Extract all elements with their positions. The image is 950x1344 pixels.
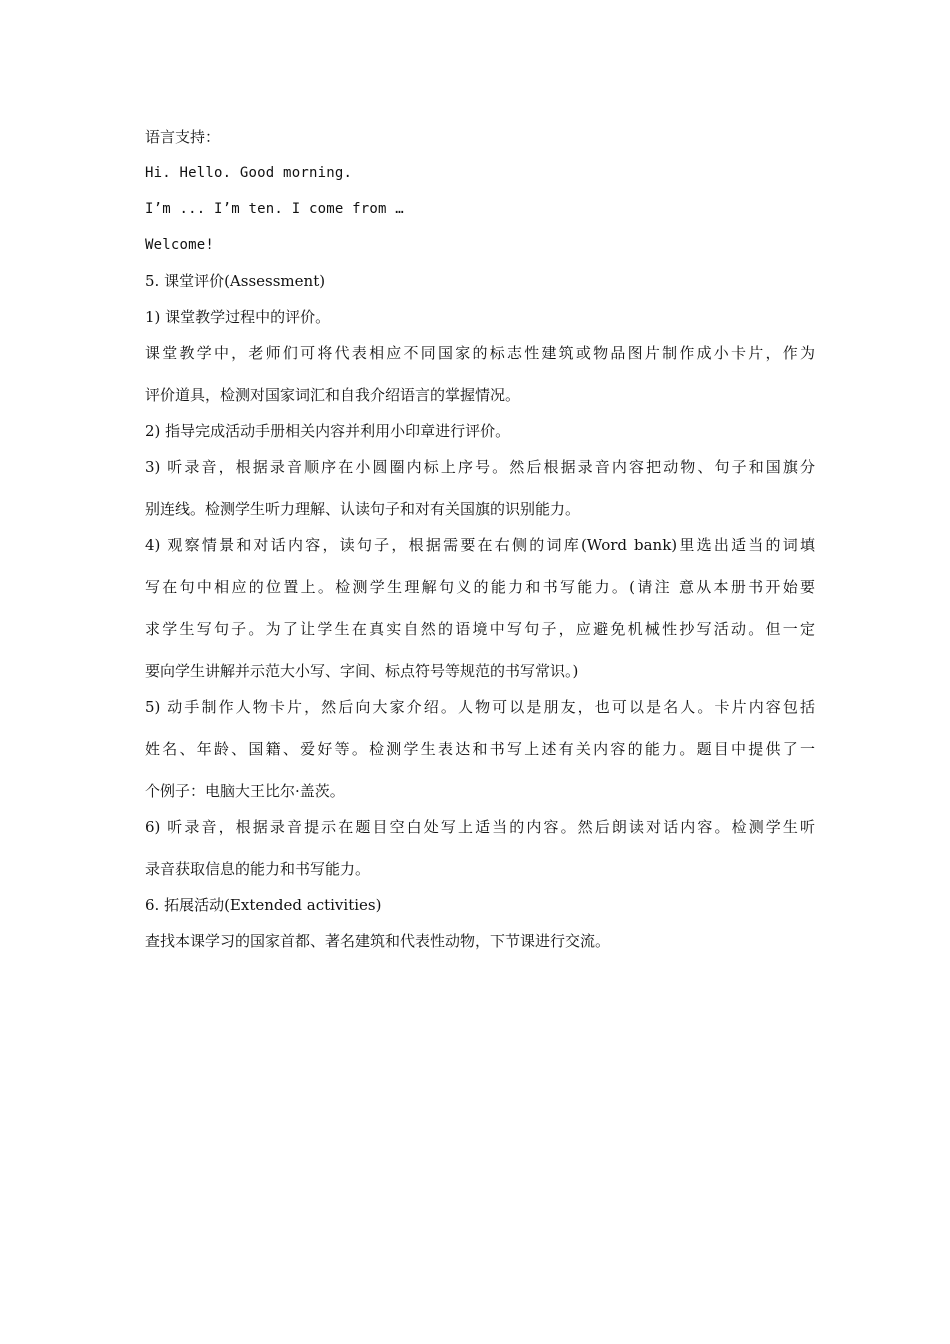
item-2: 2) 指导完成活动手册相关内容并利用小印章进行评价。: [145, 422, 511, 440]
item-3-line-2: 别连线。检测学生听力理解、认读句子和对有关国旗的识别能力。: [145, 500, 581, 518]
item-1-title: 1) 课堂教学过程中的评价。: [145, 308, 331, 326]
section-6-heading: 6. 拓展活动(Extended activities): [145, 896, 382, 914]
item-4-line-2: 写在句中相应的位置上。检测学生理解句义的能力和书写能力。(请注 意从本册书开始要: [145, 578, 815, 596]
language-line-intro: I’m ... I’m ten. I come from …: [145, 201, 404, 217]
document-body: [145, 128, 815, 950]
item-4-line-3: 求学生写句子。为了让学生在真实自然的语境中写句子，应避免机械性抄写活动。但一定: [145, 620, 815, 638]
item-5-line-1: 5) 动手制作人物卡片，然后向大家介绍。人物可以是朋友，也可以是名人。卡片内容包括: [145, 698, 815, 716]
item-5-line-2: 姓名、年龄、国籍、爱好等。检测学生表达和书写上述有关内容的能力。题目中提供了一: [145, 740, 815, 758]
item-4-line-1: 4) 观察情景和对话内容，读句子，根据需要在右侧的词库(Word bank)里选出适当的词填: [145, 536, 815, 554]
section-6-text: 查找本课学习的国家首都、著名建筑和代表性动物，下节课进行交流。: [145, 932, 611, 950]
item-4-line-4: 要向学生讲解并示范大小写、字间、标点符号等规范的书写常识。): [145, 662, 579, 680]
item-1-line-2: 评价道具，检测对国家词汇和自我介绍语言的掌握情况。: [145, 386, 521, 404]
item-1-line-1: 课堂教学中，老师们可将代表相应不同国家的标志性建筑或物品图片制作成小卡片，作为: [145, 344, 815, 362]
language-support-heading: 语言支持：: [145, 128, 221, 146]
item-3-line-1: 3) 听录音，根据录音顺序在小圆圈内标上序号。然后根据录音内容把动物、句子和国旗分: [145, 458, 815, 476]
item-6-line-2: 录音获取信息的能力和书写能力。: [145, 860, 371, 878]
language-line-welcome: Welcome!: [145, 237, 215, 253]
section-5-heading: 5. 课堂评价(Assessment): [145, 272, 326, 290]
item-5-line-3: 个例子：电脑大王比尔·盖茨。: [145, 782, 345, 800]
item-6-line-1: 6) 听录音，根据录音提示在题目空白处写上适当的内容。然后朗读对话内容。检测学生听: [145, 818, 815, 836]
language-line-greetings: Hi. Hello. Good morning.: [145, 165, 353, 181]
